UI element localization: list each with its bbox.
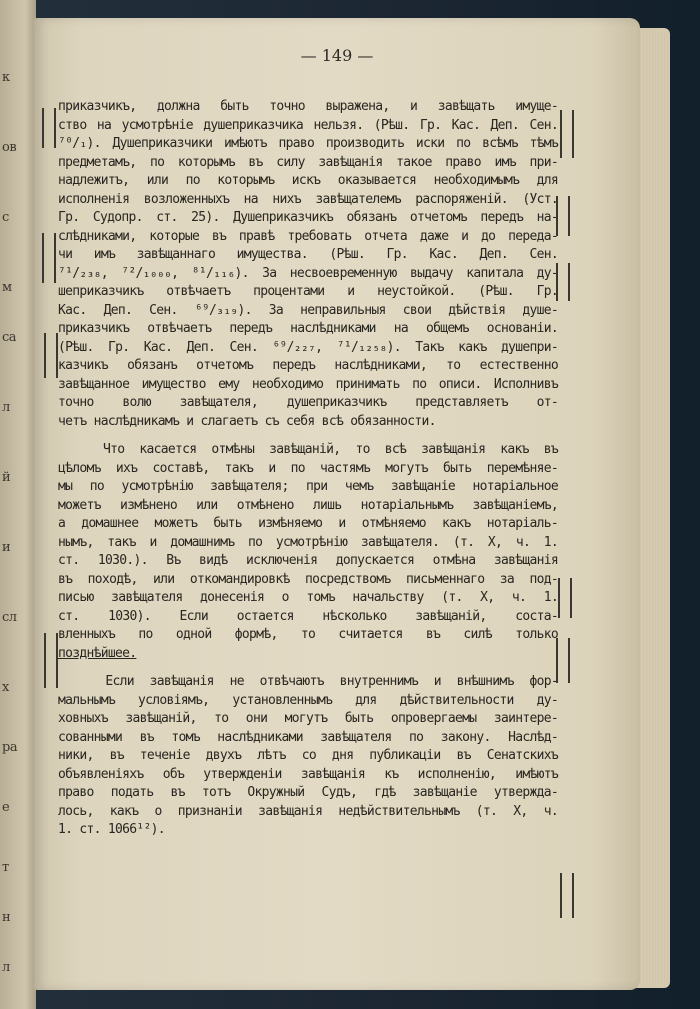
text-line: можетъ измѣнено или отмѣнено лишь нотаріальнымъ завѣщаніемъ, (58, 497, 558, 513)
prev-page-fragment: м (2, 280, 12, 295)
text-line: мы по усмотрѣнію завѣщателя; при чемъ завѣщаніе нотаріальное (58, 479, 558, 494)
page-text (58, 98, 558, 840)
prev-page-fragment: и (2, 540, 11, 555)
text-line: Гр. Судопр. ст. 25). Душеприказчикъ обязанъ отчетомъ передъ на- (58, 210, 558, 225)
text-line: ⁷¹/₂₃₈, ⁷²/₁₀₀₀, ⁸¹/₁₁₆). За несвоевременную выдачу капитала ду- (58, 265, 558, 281)
prev-page-fragment: са (2, 330, 17, 345)
text-line: позднѣйшее. (58, 645, 137, 661)
prev-page-fragment: л (2, 960, 10, 975)
prev-page-fragment: й (2, 470, 11, 485)
prev-page-fragment: л (2, 400, 10, 415)
text-line: шеприказчикъ отвѣчаетъ процентами и неустойкой. (Рѣш. Гр. (58, 284, 558, 299)
prev-page-fragment: т (2, 860, 9, 875)
text-line: Кас. Деп. Сен. ⁶⁹/₃₁₉). За неправильныя свои дѣйствія душе- (58, 302, 558, 318)
prev-page-fragment: н (2, 910, 11, 925)
text-line: надлежитъ, или по которымъ искъ оказывается необходимымъ для (58, 173, 558, 188)
text-line: мальнымъ условіямъ, установленнымъ для дѣйствительности ду- (58, 692, 558, 708)
prev-page-fragment: е (2, 800, 10, 815)
margin-pencil-mark (42, 108, 56, 148)
text-line: ст. 1030). Если остается нѣсколько завѣщаній, соста- (58, 608, 558, 624)
text-line: объявленіяхъ объ утвержденіи завѣщанія къ исполненію, имѣютъ (58, 766, 558, 782)
margin-pencil-mark (558, 578, 572, 618)
prev-page-fragment: ра (2, 740, 18, 755)
text-line: слѣдниками, которые въ правѣ требовать отчета даже и до переда- (58, 228, 558, 244)
text-line: 1. ст. 1066¹²). (58, 822, 165, 837)
text-line: приказчикъ, должна быть точно выражена, и завѣщать имуще- (58, 99, 558, 114)
prev-page-fragment: к (2, 70, 10, 85)
book-page (34, 18, 640, 990)
text-line: вленныхъ по одной формѣ, то считается въ силѣ только (58, 627, 558, 642)
margin-pencil-mark (560, 110, 574, 158)
margin-pencil-mark (44, 633, 58, 688)
prev-page-fragment: ов (2, 140, 17, 155)
margin-pencil-mark (560, 873, 574, 918)
margin-pencil-mark (556, 196, 570, 236)
text-line: ство на усмотрѣніе душеприказчика нельзя. (Рѣш. Гр. Кас. Деп. Сен. (58, 117, 558, 133)
text-line: завѣщанное имущество ему необходимо принимать по описи. Исполнивъ (58, 376, 558, 392)
text-line: исполненія возложенныхъ на нихъ завѣщателемъ распоряженій. (Уст. (58, 191, 558, 207)
margin-pencil-mark (44, 333, 58, 378)
text-line: въ походѣ, или откомандировкѣ посредствомъ письменнаго за под- (58, 571, 558, 587)
prev-page-fragment: х (2, 680, 9, 695)
page-number: — 149 — (300, 46, 374, 65)
prev-page-fragment: с (2, 210, 9, 225)
text-line: цѣломъ ихъ составѣ, такъ и по частямъ могутъ быть перемѣняе- (58, 460, 558, 476)
text-line: ники, въ теченіе двухъ лѣтъ со дня публикаціи въ Сенатскихъ (58, 748, 558, 763)
text-line: ховныхъ завѣщаній, то они могутъ быть опровергаемы заинтере- (58, 711, 558, 726)
paragraph-3 (58, 673, 558, 840)
text-line: а домашнее можетъ быть измѣняемо и отмѣняемо какъ нотаріаль- (58, 516, 558, 531)
text-line: право подать въ тотъ Окружный Судъ, гдѣ завѣщаніе утвержда- (58, 785, 558, 800)
text-line: четъ наслѣдникамъ и слагаетъ съ себя всѣ обязанности. (58, 413, 436, 429)
paragraph-1 (58, 98, 558, 431)
margin-pencil-mark (42, 233, 56, 283)
text-line: Что касается отмѣны завѣщаній, то всѣ завѣщанія какъ въ (58, 442, 558, 457)
text-line: точно волю завѣщателя, душеприказчикъ представляетъ от- (58, 395, 558, 410)
paragraph-2 (58, 441, 558, 663)
text-line: ст. 1030.). Въ видѣ исключенія допускается отмѣна завѣщанія (58, 553, 558, 568)
text-line: лось, какъ о признаніи завѣщанія недѣйствительнымъ (т. X, ч. (58, 803, 558, 819)
prev-page-fragment: сл (2, 610, 17, 625)
text-line: сованными въ томъ наслѣдниками завѣщателя по закону. Наслѣд- (58, 729, 558, 745)
text-line: предметамъ, по которымъ въ силу завѣщанія такое право имъ при- (58, 154, 558, 170)
text-line: казчикъ обязанъ отчетомъ передъ наслѣдниками, то естественно (58, 358, 558, 373)
text-line: Если завѣщанія не отвѣчаютъ внутреннимъ и внѣшнимъ фор- (58, 674, 558, 689)
text-line: писью завѣщателя донесенія о томъ начальству (т. X, ч. 1. (58, 590, 558, 605)
text-line: (Рѣш. Гр. Кас. Деп. Сен. ⁶⁹/₂₂₇, ⁷¹/₁₂₅₈). Такъ какъ душепри- (58, 339, 558, 355)
previous-page-edge (0, 0, 36, 1009)
margin-pencil-mark (556, 263, 570, 301)
text-line: чи имъ завѣщаннаго имущества. (Рѣш. Гр. Кас. Деп. Сен. (58, 247, 558, 262)
text-line: ⁷⁰/₁). Душеприказчики имѣютъ право производить иски по всѣмъ тѣмъ (58, 136, 558, 151)
margin-pencil-mark (556, 638, 570, 683)
text-line: приказчикъ отвѣчаетъ передъ наслѣдниками на общемъ основаніи. (58, 321, 558, 336)
text-line: нымъ, такъ и домашнимъ по усмотрѣнію завѣщателя. (т. X, ч. 1. (58, 534, 558, 550)
